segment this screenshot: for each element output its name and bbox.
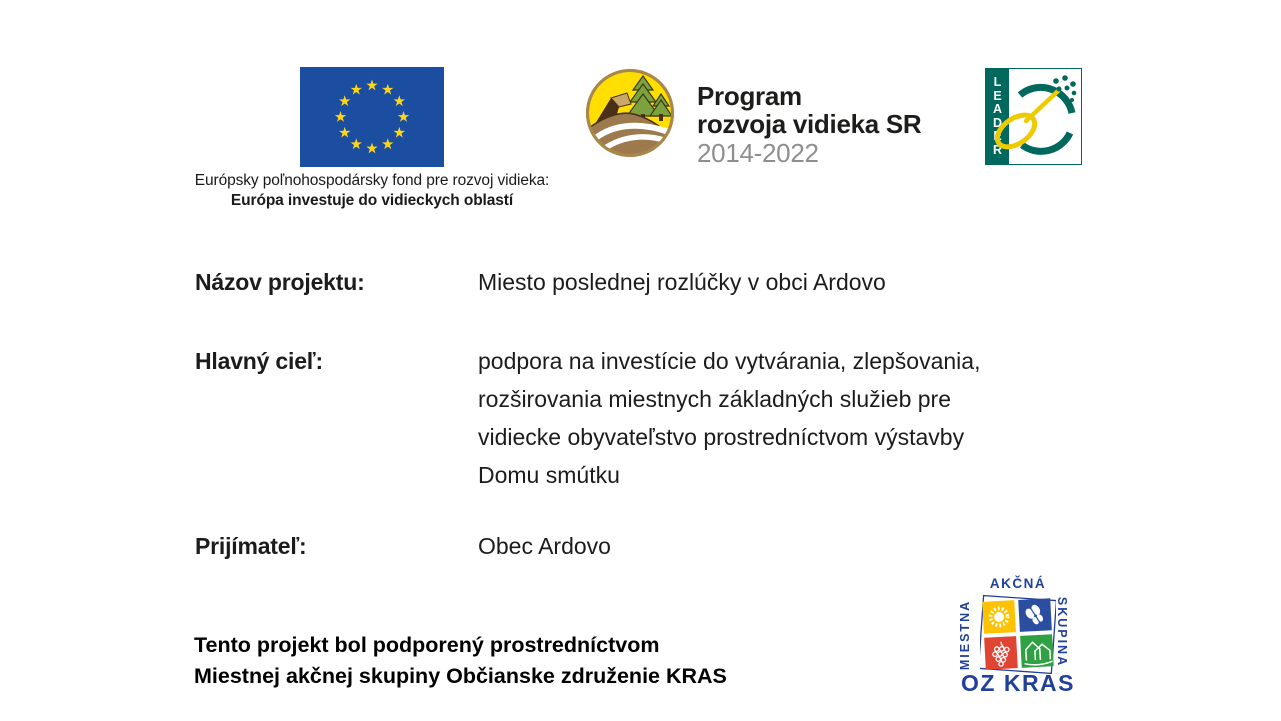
beneficiary-value <box>478 527 1158 565</box>
oz-kras-emblem <box>942 572 1094 704</box>
main-goal-line: vidiecke obyvateľstvo prostredníctvom výstavby <box>478 424 965 450</box>
beneficiary-line: Obec Ardovo <box>478 533 611 559</box>
main-goal-line: Domu smútku <box>478 462 620 488</box>
prv-title <box>697 83 921 168</box>
mas-top-label: AKČNÁ <box>989 576 1047 591</box>
eu-caption-line2: Európa investuje do vidieckych oblastí <box>230 191 514 209</box>
mas-bottom-label: OZ KRAS <box>961 670 1075 696</box>
beneficiary-label: Prijímateľ: <box>195 533 307 559</box>
support-statement <box>194 630 727 691</box>
leader-art-icon <box>986 69 1081 164</box>
mas-left-label: MIESTNA <box>958 599 972 671</box>
mas-right-label: SKUPINA <box>1055 596 1069 668</box>
leader-label: LEADER <box>992 75 1003 157</box>
rural-development-emblem-icon <box>583 66 677 160</box>
main-goal-value <box>478 342 1158 494</box>
support-line2: Miestnej akčnej skupiny Občianske združenie KRAS <box>194 663 727 688</box>
project-name-label: Názov projektu: <box>195 269 365 295</box>
leader-emblem-icon <box>985 68 1082 165</box>
project-name-value <box>478 263 1158 301</box>
oz-kras-quadrants-icon <box>980 594 1056 674</box>
eu-fund-caption <box>172 171 572 210</box>
prv-title-line1: Program <box>697 81 802 111</box>
eu-flag-icon <box>300 67 444 167</box>
eu-caption-line1: Európsky poľnohospodársky fond pre rozvoj vidieka: <box>194 172 550 189</box>
main-goal-label: Hlavný cieľ: <box>195 348 323 374</box>
main-goal-line: podpora na investície do vytvárania, zlepšovania, <box>478 348 981 374</box>
prv-period: 2014-2022 <box>697 138 819 168</box>
main-goal-line: rozširovania miestnych základných služieb pre <box>478 386 951 412</box>
support-line1: Tento projekt bol podporený prostredníctvom <box>194 633 660 657</box>
project-name-line: Miesto poslednej rozlúčky v obci Ardovo <box>478 269 886 295</box>
prv-title-line2: rozvoja vidieka SR <box>697 108 922 139</box>
